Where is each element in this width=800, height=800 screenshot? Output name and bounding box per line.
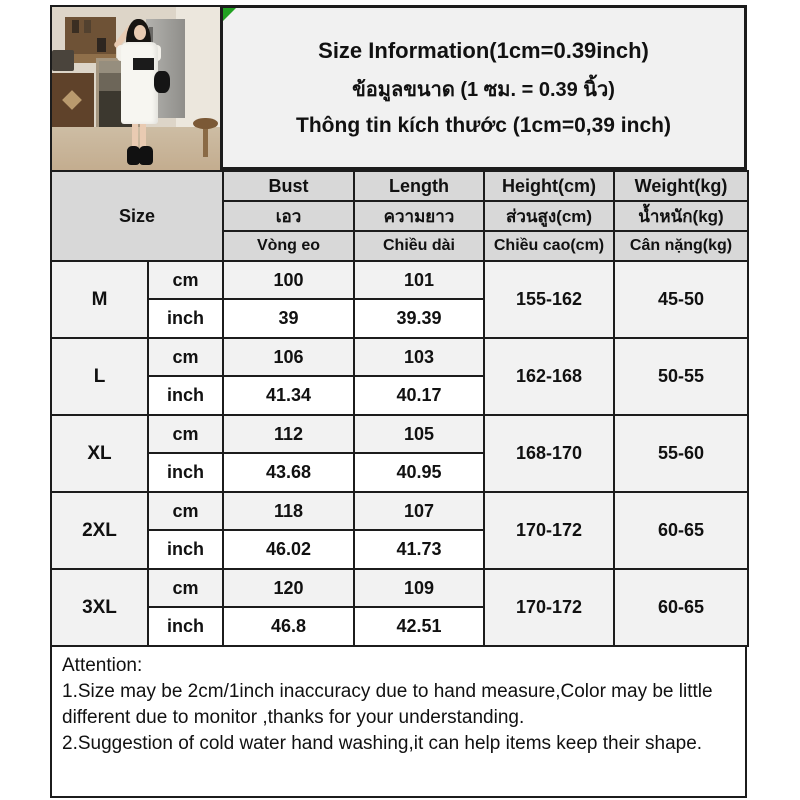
unit-label: inch	[148, 607, 223, 646]
photo-coffee-machine	[52, 50, 74, 71]
col-header-height-en: Height(cm)	[484, 171, 614, 201]
photo-black-bag	[154, 71, 169, 92]
attention-note-1: 1.Size may be 2cm/1inch inaccuracy due to hand measure,Color may be little different due to monitor ,thanks for your understanding.	[62, 681, 713, 728]
unit-label: cm	[148, 492, 223, 530]
height-value: 155-162	[484, 261, 614, 338]
table-row	[51, 338, 748, 376]
weight-value: 50-55	[614, 338, 748, 415]
length-cm-value: 101	[354, 261, 484, 299]
unit-label: inch	[148, 299, 223, 338]
bust-cm-value: 118	[223, 492, 354, 530]
bust-inch-value: 39	[223, 299, 354, 338]
bust-cm-value: 100	[223, 261, 354, 299]
col-header-height-th: ส่วนสูง(cm)	[484, 201, 614, 231]
col-header-bust-vi: Vòng eo	[223, 231, 354, 261]
green-corner-marker-icon	[223, 8, 236, 21]
table-row	[51, 261, 748, 299]
photo-boot	[127, 146, 140, 166]
size-label-3xl: 3XL	[51, 569, 148, 646]
col-header-length-th: ความยาว	[354, 201, 484, 231]
bust-inch-value: 41.34	[223, 376, 354, 415]
weight-value: 60-65	[614, 569, 748, 646]
attention-note-2: 2.Suggestion of cold water hand washing,it can help items keep their shape.	[62, 733, 703, 754]
bust-cm-value: 120	[223, 569, 354, 607]
size-info-title-box	[220, 5, 747, 170]
size-label-l: L	[51, 338, 148, 415]
col-header-length-en: Length	[354, 171, 484, 201]
length-inch-value: 41.73	[354, 530, 484, 569]
bust-inch-value: 46.02	[223, 530, 354, 569]
bust-inch-value: 43.68	[223, 453, 354, 492]
photo-stool	[193, 118, 218, 130]
photo-model-face	[134, 25, 146, 40]
length-cm-value: 105	[354, 415, 484, 453]
bust-inch-value: 46.8	[223, 607, 354, 646]
col-header-weight-vi: Cân nặng(kg)	[614, 231, 748, 261]
title-vietnamese: Thông tin kích thước (1cm=0,39 inch)	[296, 113, 671, 137]
photo-bottle	[72, 20, 79, 33]
unit-label: inch	[148, 376, 223, 415]
weight-value: 55-60	[614, 415, 748, 492]
height-value: 170-172	[484, 569, 614, 646]
attention-heading: Attention:	[62, 655, 143, 676]
size-table	[50, 170, 749, 647]
size-label-xl: XL	[51, 415, 148, 492]
photo-boot	[139, 146, 152, 166]
product-photo	[50, 5, 222, 174]
height-value: 162-168	[484, 338, 614, 415]
col-header-length-vi: Chiều dài	[354, 231, 484, 261]
unit-label: cm	[148, 261, 223, 299]
height-value: 168-170	[484, 415, 614, 492]
weight-value: 45-50	[614, 261, 748, 338]
bust-cm-value: 112	[223, 415, 354, 453]
height-value: 170-172	[484, 492, 614, 569]
table-row	[51, 415, 748, 453]
length-cm-value: 109	[354, 569, 484, 607]
length-cm-value: 103	[354, 338, 484, 376]
col-header-weight-en: Weight(kg)	[614, 171, 748, 201]
title-thai: ข้อมูลขนาด (1 ซม. = 0.39 นิ้ว)	[352, 78, 615, 101]
size-label-2xl: 2XL	[51, 492, 148, 569]
table-row	[51, 492, 748, 530]
length-inch-value: 40.17	[354, 376, 484, 415]
photo-bottle	[84, 20, 91, 33]
bust-cm-value: 106	[223, 338, 354, 376]
photo-bottle	[97, 38, 105, 51]
unit-label: inch	[148, 453, 223, 492]
length-inch-value: 42.51	[354, 607, 484, 646]
unit-label: inch	[148, 530, 223, 569]
col-header-bust-th: เอว	[223, 201, 354, 231]
photo-dress-print	[133, 55, 155, 70]
photo-stool-leg	[203, 127, 208, 157]
unit-label: cm	[148, 338, 223, 376]
photo-model-leg	[132, 123, 138, 149]
unit-label: cm	[148, 569, 223, 607]
col-header-height-vi: Chiều cao(cm)	[484, 231, 614, 261]
weight-value: 60-65	[614, 492, 748, 569]
size-table-wrapper	[50, 170, 749, 647]
length-cm-value: 107	[354, 492, 484, 530]
size-label-m: M	[51, 261, 148, 338]
length-inch-value: 39.39	[354, 299, 484, 338]
title-english: Size Information(1cm=0.39inch)	[318, 37, 649, 63]
photo-model-leg	[140, 123, 146, 149]
col-header-weight-th: น้ำหนัก(kg)	[614, 201, 748, 231]
col-header-bust-en: Bust	[223, 171, 354, 201]
length-inch-value: 40.95	[354, 453, 484, 492]
attention-box	[50, 645, 747, 798]
unit-label: cm	[148, 415, 223, 453]
table-row	[51, 569, 748, 607]
size-header-cell: Size	[51, 171, 223, 261]
